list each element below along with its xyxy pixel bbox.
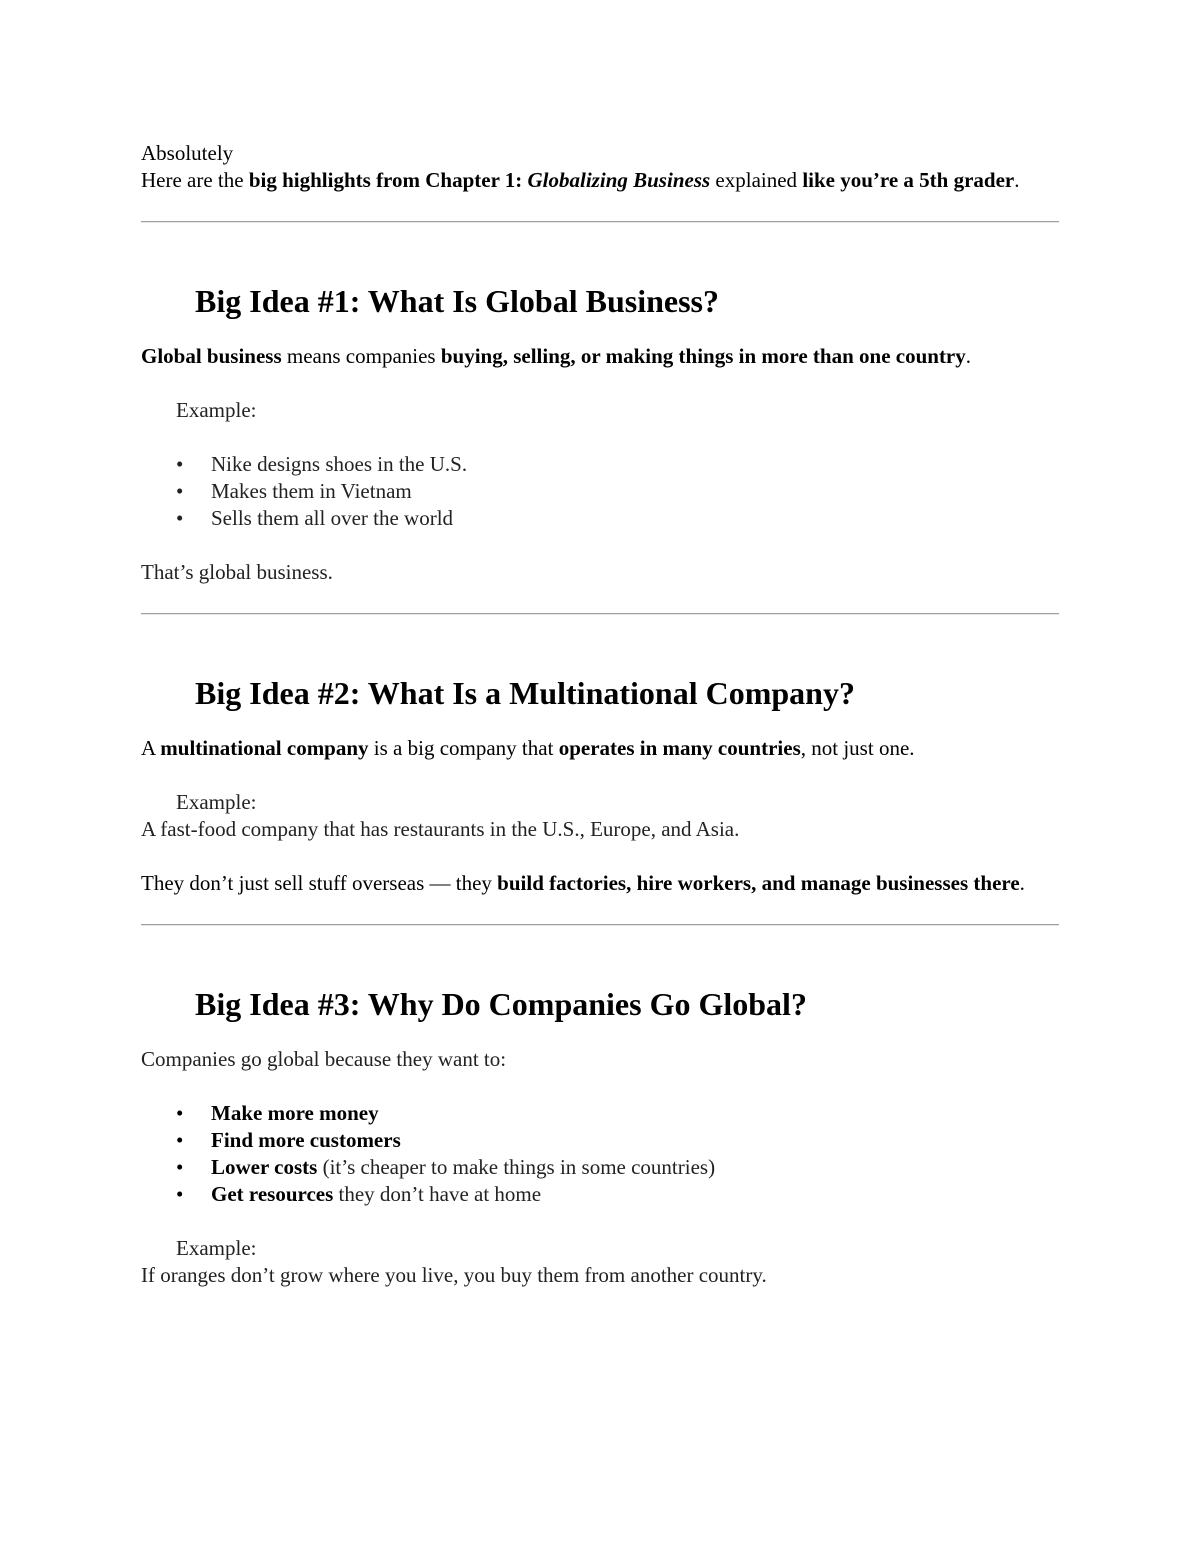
section-definition — [141, 343, 1059, 370]
example-label: Example: — [176, 1236, 257, 1260]
list-item: • Nike designs shoes in the U.S. — [176, 451, 1059, 478]
reason-bold: Lower costs — [211, 1155, 318, 1179]
definition-bold: Global business — [141, 344, 282, 368]
definition-text: is a big company that — [368, 736, 559, 760]
list-item — [176, 1127, 1059, 1154]
section-divider — [141, 221, 1059, 223]
list-item — [176, 1181, 1059, 1208]
list-item — [176, 1154, 1059, 1181]
reason-bold: Make more money — [211, 1101, 379, 1125]
section-closing: That’s global business. — [141, 560, 333, 584]
intro-line: Absolutely — [141, 141, 234, 165]
reason-bold: Get resources — [211, 1182, 334, 1206]
document-page — [141, 140, 1059, 1289]
example-text: If oranges don’t grow where you live, you buy them from another country. — [141, 1263, 767, 1287]
section-detail — [141, 870, 1059, 897]
list-item: • Makes them in Vietnam — [176, 478, 1059, 505]
section-heading: Big Idea #3: Why Do Companies Go Global? — [195, 986, 807, 1022]
intro-text: . — [1014, 168, 1020, 192]
list-item: • Sells them all over the world — [176, 505, 1059, 532]
example-label: Example: — [176, 790, 257, 814]
example-label: Example: — [176, 398, 257, 422]
reason-bold: Find more customers — [211, 1128, 401, 1152]
section-definition — [141, 735, 1059, 762]
list-item — [176, 1100, 1059, 1127]
definition-text: . — [965, 344, 972, 368]
section-heading: Big Idea #1: What Is Global Business? — [195, 283, 719, 319]
detail-text: They don’t just sell stuff overseas — they — [141, 871, 498, 895]
definition-text: A — [141, 736, 161, 760]
definition-bold: operates in many countries — [558, 736, 801, 760]
section-lead: Companies go global because they want to: — [141, 1047, 507, 1071]
detail-bold: build factories, hire workers, and manage businesses there — [497, 871, 1020, 895]
intro-book-title: Globalizing Business — [527, 168, 711, 192]
reason-text: (it’s cheaper to make things in some countries) — [317, 1155, 716, 1179]
definition-bold: multinational company — [160, 736, 369, 760]
reasons-list — [141, 1100, 1059, 1208]
example-text: A fast-food company that has restaurants in the U.S., Europe, and Asia. — [141, 817, 740, 841]
intro-text: explained — [710, 168, 803, 192]
definition-bold: buying, selling, or making things in more than one country — [440, 344, 966, 368]
section-heading: Big Idea #2: What Is a Multinational Company? — [195, 675, 855, 711]
intro-text: Here are the — [141, 168, 249, 192]
section-divider — [141, 924, 1059, 926]
reason-text: they don’t have at home — [333, 1182, 542, 1206]
intro-bold: big highlights from Chapter 1: — [248, 168, 528, 192]
intro-bold: like you’re a 5th grader — [802, 168, 1015, 192]
definition-text: , not just one. — [800, 736, 915, 760]
example-list — [141, 451, 1059, 532]
section-divider — [141, 613, 1059, 615]
detail-text: . — [1019, 871, 1025, 895]
intro-paragraph — [141, 167, 1059, 194]
definition-text: means companies — [281, 344, 441, 368]
